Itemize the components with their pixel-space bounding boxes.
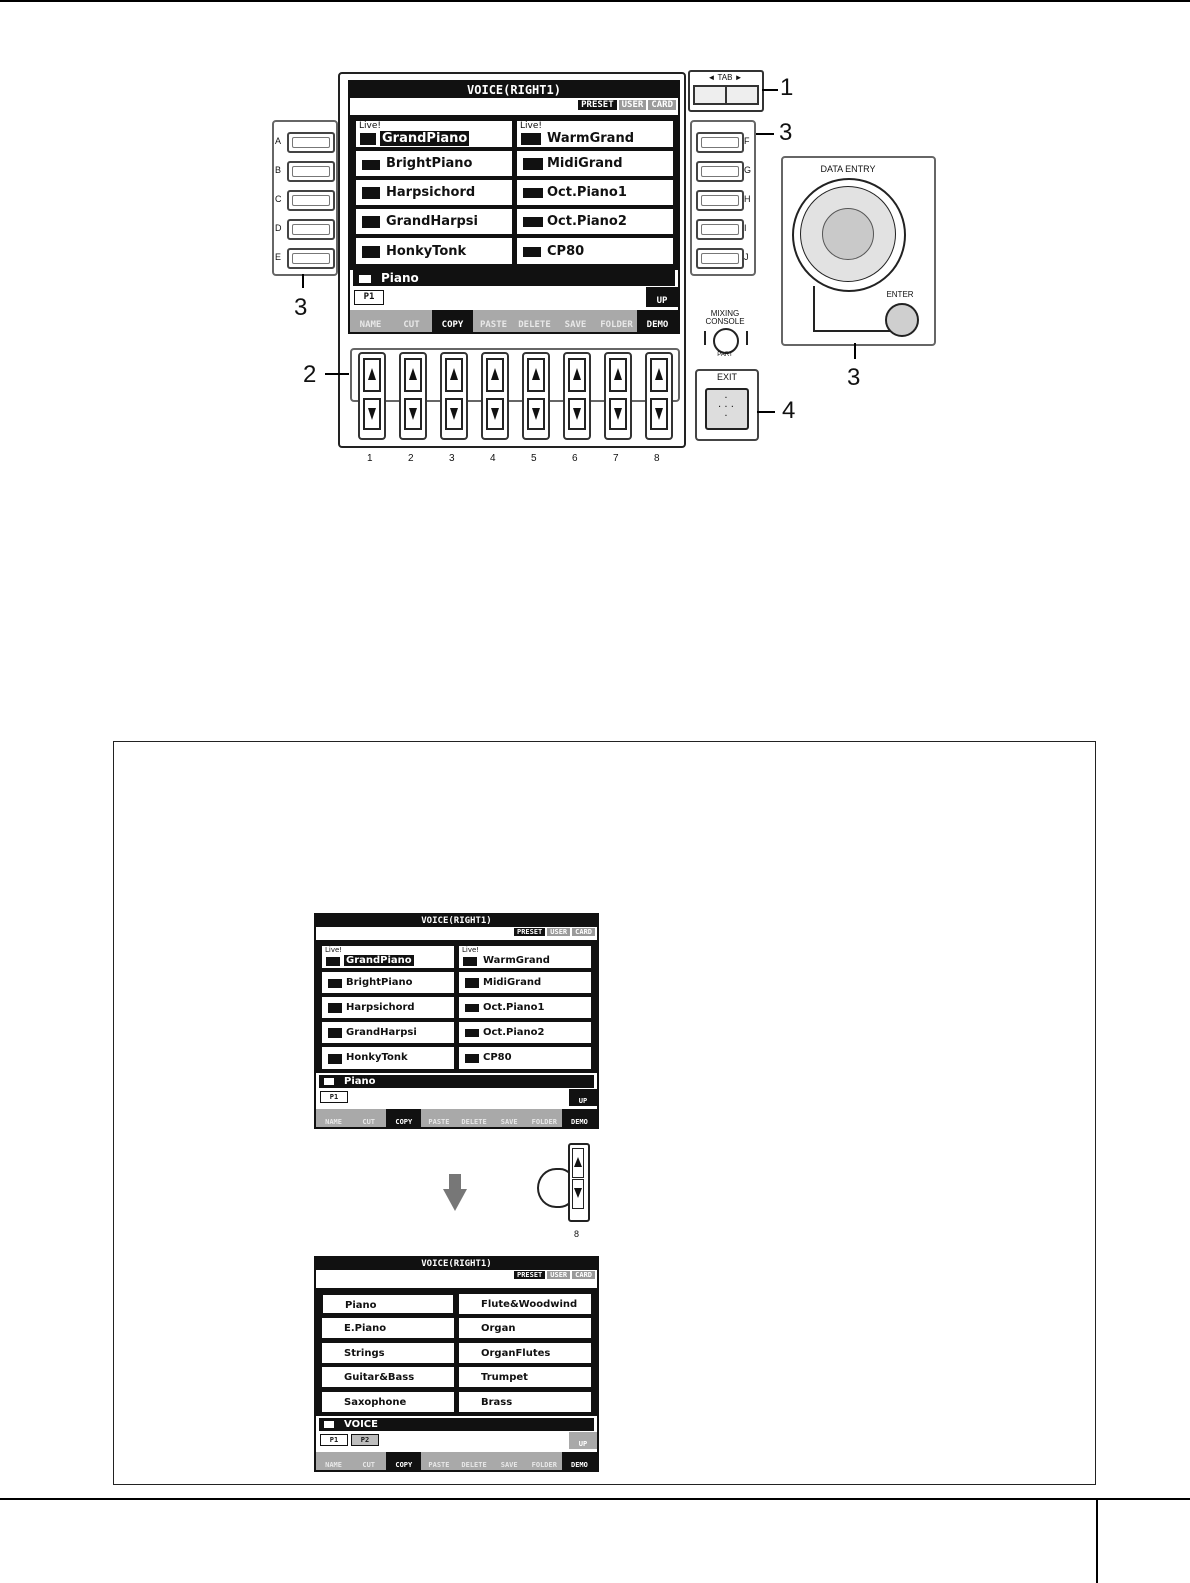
down-button[interactable]	[650, 398, 668, 430]
folder-bar: Piano	[353, 270, 675, 286]
button-i[interactable]	[696, 219, 744, 240]
tab-card[interactable]: CARD	[572, 1271, 595, 1279]
menu-cut[interactable]: CUT	[403, 320, 420, 330]
upright-piano-icon	[362, 246, 380, 258]
key-label: J	[744, 252, 749, 262]
up-arrow-icon	[574, 1157, 582, 1167]
piano-icon	[360, 133, 376, 145]
example-lcd-voices: VOICE(RIGHT1) PRESET USER CARD Live! GrandPiano BrightPiano Harpsichord GrandHarpsi HonkyTonk Live! WarmGrand MidiGrand Oct.Piano1 Oct.Piano2 CP80 Piano P1 UP NAME CUT COPY PASTE DELETE SAVE FOLDER DEMO	[314, 913, 599, 1129]
up-button[interactable]	[445, 358, 463, 392]
callout-4: 4	[782, 397, 796, 424]
up-arrow-icon	[573, 368, 581, 380]
folder-bar: Piano	[319, 1075, 594, 1088]
voice-item[interactable]: CP80	[458, 1046, 592, 1070]
voice-item[interactable]: Live! WarmGrand	[458, 945, 592, 969]
upright-piano-icon	[328, 1054, 342, 1064]
button-e[interactable]	[287, 248, 335, 269]
voice-item[interactable]: GrandHarpsi	[321, 1021, 455, 1044]
down-button[interactable]	[363, 398, 381, 430]
top-rule	[0, 0, 1190, 2]
slider-1[interactable]	[358, 352, 386, 440]
voice-item[interactable]: Oct.Piano2	[458, 1021, 592, 1044]
piano-icon	[523, 158, 543, 170]
tab-card[interactable]: CARD	[572, 928, 595, 936]
menu-folder[interactable]: FOLDER	[600, 320, 633, 330]
category-item[interactable]: Saxophone	[321, 1391, 455, 1413]
harpsichord-icon	[362, 187, 380, 199]
slider-5[interactable]	[522, 352, 550, 440]
menu-paste[interactable]: PASTE	[479, 320, 508, 330]
piano-icon	[463, 957, 477, 966]
menu-copy[interactable]: COPY	[432, 310, 473, 332]
up-arrow-icon	[614, 368, 622, 380]
down-button[interactable]	[527, 398, 545, 430]
menu-name[interactable]: NAME	[359, 320, 382, 330]
voice-item[interactable]: HonkyTonk	[321, 1046, 455, 1070]
enter-label: ENTER	[886, 290, 914, 299]
slider-8-example[interactable]	[568, 1143, 590, 1222]
slider-number: 3	[449, 453, 455, 464]
slider-number: 8	[574, 1229, 580, 1239]
voice-item[interactable]: Harpsichord	[355, 179, 513, 206]
folder-icon	[324, 1421, 334, 1428]
slider-6[interactable]	[563, 352, 591, 440]
button-d[interactable]	[287, 219, 335, 240]
leader-line	[757, 411, 775, 413]
folder-icon	[359, 275, 371, 283]
down-button[interactable]	[572, 1179, 584, 1209]
up-button[interactable]	[609, 358, 627, 392]
leader-line	[756, 133, 774, 135]
tab-user[interactable]: USER	[619, 100, 647, 110]
menu-demo[interactable]: DEMO	[637, 310, 678, 332]
leader-line	[325, 373, 349, 375]
slider-8[interactable]	[645, 352, 673, 440]
key-label: F	[744, 136, 750, 146]
key-label: G	[744, 165, 752, 175]
data-entry-label: DATA ENTRY	[820, 164, 876, 174]
example-lcd-categories: VOICE(RIGHT1) PRESET USER CARD Piano E.Piano Strings Guitar&Bass Saxophone Flute&Woodwind Organ OrganFlutes Trumpet Brass VOICE P1 P2 UP NAME CUT COPY PASTE DELETE SAVE FOLDER DEMO	[314, 1256, 599, 1472]
tab-left-button[interactable]	[693, 85, 727, 105]
callout-1: 1	[780, 74, 794, 101]
callout-2: 2	[303, 361, 317, 388]
down-button[interactable]	[568, 398, 586, 430]
tab-user[interactable]: USER	[547, 1271, 570, 1279]
key-label: D	[275, 223, 282, 233]
leader-line	[302, 274, 304, 288]
up-arrow-icon	[409, 368, 417, 380]
up-button[interactable]: UP	[569, 1432, 597, 1449]
dial-guide-line	[813, 286, 890, 332]
down-arrow-icon	[574, 1188, 582, 1198]
down-arrow-icon	[449, 1174, 461, 1190]
folder-bar: VOICE	[319, 1418, 594, 1431]
up-button[interactable]	[572, 1148, 584, 1178]
button-f[interactable]	[696, 132, 744, 153]
category-item[interactable]: Flute&Woodwind	[458, 1293, 592, 1315]
folder-icon	[324, 1078, 334, 1085]
function-menu: NAME CUT COPY PASTE DELETE SAVE FOLDER DEMO	[316, 1109, 597, 1127]
up-arrow-icon	[655, 368, 663, 380]
voice-item[interactable]: GrandHarpsi	[355, 208, 513, 235]
piano-icon	[362, 160, 380, 170]
lcd-title: VOICE(RIGHT1)	[350, 82, 678, 98]
leader-line	[854, 343, 856, 359]
part-label: PART	[717, 352, 733, 358]
button-g[interactable]	[696, 161, 744, 182]
menu-delete[interactable]: DELETE	[518, 320, 551, 330]
enter-button[interactable]	[885, 303, 919, 337]
down-arrow-icon	[409, 408, 417, 420]
harpsichord-icon	[328, 1028, 342, 1038]
mixing-console-label: MIXING CONSOLE	[705, 309, 745, 326]
button-c[interactable]	[287, 190, 335, 211]
voice-item[interactable]: Live! GrandPiano	[321, 945, 455, 969]
down-arrow-icon	[573, 408, 581, 420]
callout-3: 3	[294, 294, 308, 321]
harpsichord-icon	[362, 216, 380, 228]
slider-2[interactable]	[399, 352, 427, 440]
slider-number: 6	[572, 453, 578, 464]
down-button[interactable]	[486, 398, 504, 430]
harpsichord-icon	[328, 1003, 342, 1013]
page-button[interactable]: P1	[320, 1434, 348, 1446]
piano-icon	[523, 188, 543, 198]
category-item[interactable]: Organ	[458, 1317, 592, 1339]
slider-number: 8	[654, 453, 660, 464]
key-label: C	[275, 194, 282, 204]
piano-icon	[465, 1029, 479, 1037]
slider-number: 7	[613, 453, 619, 464]
live-tag: Live!	[359, 121, 381, 131]
key-label: A	[275, 136, 282, 146]
voice-item[interactable]: Oct.Piano1	[458, 996, 592, 1019]
lcd-tabs	[578, 100, 676, 110]
menu-save[interactable]: SAVE	[564, 320, 587, 330]
tab-preset[interactable]: PRESET	[514, 928, 545, 936]
slider-number: 5	[531, 453, 537, 464]
voice-item[interactable]: MidiGrand	[516, 150, 674, 177]
button-b[interactable]	[287, 161, 335, 182]
piano-icon	[465, 978, 479, 988]
voice-item[interactable]: BrightPiano	[321, 971, 455, 994]
voice-item[interactable]: CP80	[516, 237, 674, 265]
voice-item[interactable]: HonkyTonk	[355, 237, 513, 265]
category-item[interactable]: Strings	[321, 1342, 455, 1364]
key-label: E	[275, 252, 282, 262]
category-item[interactable]: E.Piano	[321, 1317, 455, 1339]
slider-4[interactable]	[481, 352, 509, 440]
slider-3[interactable]	[440, 352, 468, 440]
piano-icon	[326, 957, 340, 966]
up-button[interactable]: UP	[646, 287, 678, 307]
dots-icon: · · · · ·	[718, 393, 734, 422]
slider-7[interactable]	[604, 352, 632, 440]
up-arrow-icon	[532, 368, 540, 380]
tab-preset[interactable]: PRESET	[578, 100, 617, 110]
piano-icon	[523, 217, 543, 227]
piano-icon	[521, 133, 541, 145]
button-a[interactable]	[287, 132, 335, 153]
up-arrow-icon	[491, 368, 499, 380]
tab-preset[interactable]: PRESET	[514, 1271, 545, 1279]
slider-number: 1	[367, 453, 373, 464]
leader-line	[762, 89, 778, 91]
voice-item[interactable]: Oct.Piano2	[516, 208, 674, 235]
tab-right-button[interactable]	[725, 85, 759, 105]
up-button[interactable]	[363, 358, 381, 392]
tab-card[interactable]: CARD	[648, 100, 676, 110]
function-menu	[350, 310, 678, 332]
dial-center	[822, 208, 874, 260]
down-arrow-icon	[655, 408, 663, 420]
category-item[interactable]: OrganFlutes	[458, 1342, 592, 1364]
tab-user[interactable]: USER	[547, 928, 570, 936]
key-label: B	[275, 165, 282, 175]
down-button[interactable]	[609, 398, 627, 430]
up-button[interactable]: UP	[569, 1089, 597, 1106]
piano-icon	[465, 1054, 479, 1063]
example-box	[113, 741, 1096, 1485]
voice-item[interactable]: Live! GrandPiano	[355, 120, 513, 148]
bottom-rule	[0, 1498, 1190, 1500]
up-arrow-icon	[368, 368, 376, 380]
down-arrow-head	[443, 1189, 467, 1211]
category-item[interactable]: Piano	[321, 1293, 455, 1315]
button-h[interactable]	[696, 190, 744, 211]
page-button[interactable]: P2	[351, 1434, 379, 1446]
exit-label: EXIT	[716, 372, 737, 382]
function-menu: NAME CUT COPY PASTE DELETE SAVE FOLDER DEMO	[316, 1452, 597, 1470]
up-button[interactable]	[486, 358, 504, 392]
voice-item[interactable]: BrightPiano	[355, 150, 513, 177]
up-button[interactable]	[568, 358, 586, 392]
voice-item[interactable]: MidiGrand	[458, 971, 592, 994]
page-margin-rule	[1096, 1498, 1098, 1583]
voice-item[interactable]: Oct.Piano1	[516, 179, 674, 206]
category-item[interactable]: Guitar&Bass	[321, 1366, 455, 1388]
bracket-icon	[704, 331, 748, 345]
down-button[interactable]	[445, 398, 463, 430]
key-label: H	[744, 194, 751, 204]
up-arrow-icon	[450, 368, 458, 380]
up-button[interactable]	[650, 358, 668, 392]
down-arrow-icon	[450, 408, 458, 420]
tab-label: ◄ TAB ►	[707, 73, 743, 82]
down-button[interactable]	[404, 398, 422, 430]
callout-3: 3	[847, 364, 861, 391]
piano-icon	[523, 247, 541, 257]
voice-item[interactable]: Live! WarmGrand	[516, 120, 674, 148]
up-button[interactable]	[527, 358, 545, 392]
category-item[interactable]: Brass	[458, 1391, 592, 1413]
up-button[interactable]	[404, 358, 422, 392]
piano-icon	[328, 979, 342, 988]
page-button[interactable]: P1	[354, 290, 384, 305]
live-tag: Live!	[520, 121, 542, 131]
page-button[interactable]: P1	[320, 1091, 348, 1103]
slider-number: 4	[490, 453, 496, 464]
category-item[interactable]: Trumpet	[458, 1366, 592, 1388]
callout-3: 3	[779, 119, 793, 146]
key-label: I	[744, 223, 747, 233]
piano-icon	[465, 1004, 479, 1012]
down-arrow-icon	[532, 408, 540, 420]
slider-number: 2	[408, 453, 414, 464]
voice-item[interactable]: Harpsichord	[321, 996, 455, 1019]
main-lcd	[348, 80, 680, 334]
down-arrow-icon	[368, 408, 376, 420]
down-arrow-icon	[614, 408, 622, 420]
down-arrow-icon	[491, 408, 499, 420]
button-j[interactable]	[696, 248, 744, 269]
